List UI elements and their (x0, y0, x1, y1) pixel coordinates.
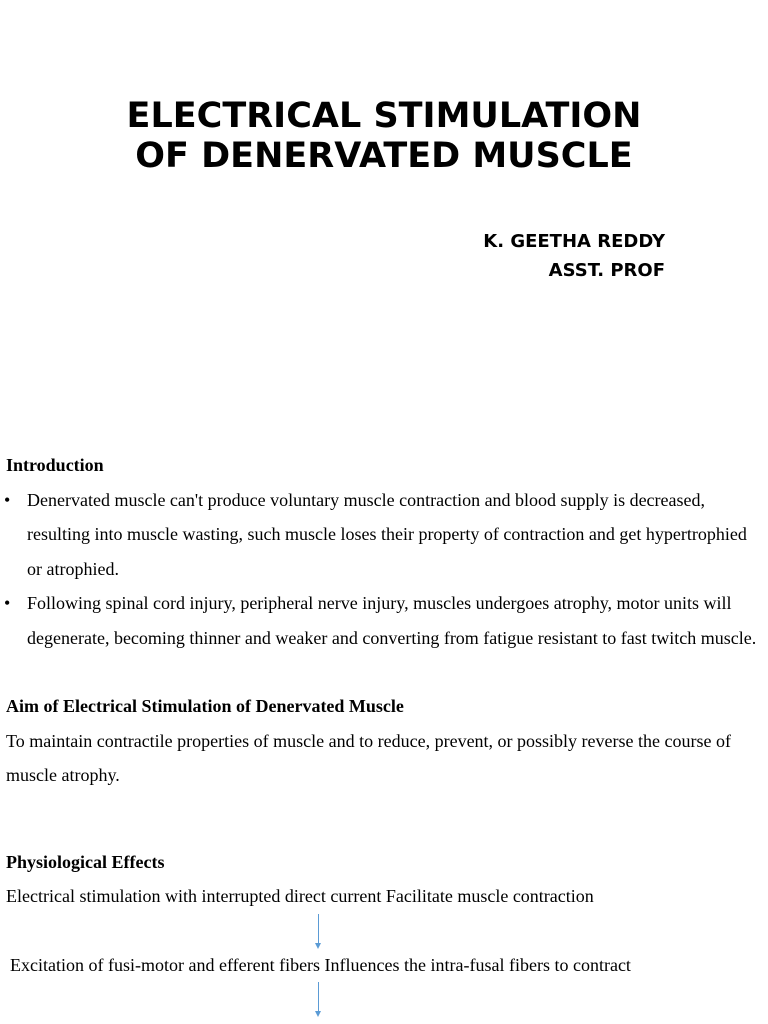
down-arrow-icon (6, 914, 762, 948)
document-title (0, 96, 768, 176)
introduction-bullet-2 (6, 586, 762, 655)
title-line-1: ELECTRICAL STIMULATION (126, 96, 642, 136)
physiological-effects-heading: Physiological Effects (6, 851, 165, 872)
author-name: K. GEETHA REDDY (483, 231, 665, 252)
introduction-bullet-text: Following spinal cord injury, peripheral nerve injury, muscles undergoes atrophy, motor units will degenerate, becoming thinner and weaker and converting from fatigue resistant to fast twitch muscle. (27, 593, 757, 648)
introduction-heading: Introduction (6, 455, 104, 475)
aim-section (6, 689, 762, 793)
effect-step-2: Excitation of fusi-motor and efferent fibers Influences the intra-fusal fibers to contract (10, 954, 631, 975)
title-line-2: OF DENERVATED MUSCLE (135, 136, 633, 176)
aim-text: To maintain contractile properties of muscle and to reduce, prevent, or possibly reverse the course of muscle atrophy. (6, 730, 731, 785)
effect-step-1: Electrical stimulation with interrupted direct current Facilitate muscle contraction (6, 886, 594, 906)
bullet-icon: • (4, 593, 11, 613)
introduction-section (6, 448, 762, 655)
section-spacer (6, 793, 762, 845)
down-arrow-icon (6, 982, 762, 1016)
author-designation: ASST. PROF (548, 260, 665, 281)
introduction-bullet-list (6, 483, 762, 656)
aim-heading: Aim of Electrical Stimulation of Denervated Muscle (6, 696, 404, 716)
section-spacer (6, 655, 762, 689)
document-body (6, 448, 762, 1016)
introduction-bullet-text: Denervated muscle can't produce voluntary muscle contraction and blood supply is decreased, resulting into muscle wasting, such muscle loses their property of contraction and get hypertrophied or atrophied. (27, 489, 747, 579)
physiological-effects-section (6, 845, 762, 1017)
bullet-icon: • (4, 489, 11, 510)
introduction-bullet-1 (6, 483, 762, 587)
author-block (483, 227, 665, 285)
